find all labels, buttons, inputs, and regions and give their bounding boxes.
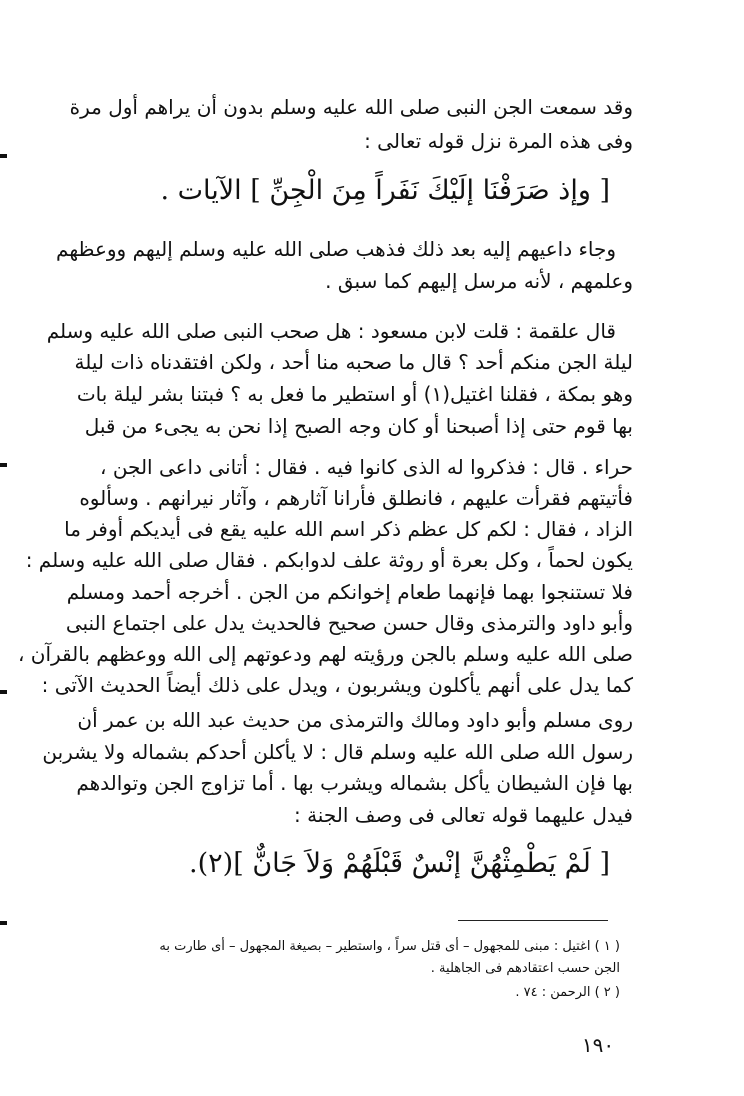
paragraph-3-line-5: حراء . قال : فذكروا له الذى كانوا فيه . فقال : أتانى داعى الجن ، [100, 455, 633, 479]
paragraph-1-line-1: وقد سمعت الجن النبى صلى الله عليه وسلم بدون أن يراهم أول مرة [69, 95, 633, 119]
footnote-2: ( ٢ ) الرحمن : ٧٤ . [515, 985, 620, 1000]
paragraph-3-line-10: وأبو داود والترمذى وقال حسن صحيح فالحديث يدل على اجتماع النبى [65, 611, 633, 635]
paragraph-3-line-2: ليلة الجن منكم أحد ؟ قال ما صحبه منا أحد ، ولكن افتقدناه ذات ليلة [74, 350, 633, 374]
quran-verse-1: [ وإذ صَرَفْنَا إلَيْكَ نَفَراً مِنَ الْجِنِّ ] الآيات . [160, 175, 610, 206]
paragraph-3-line-11: صلى الله عليه وسلم بالجن ورؤيته لهم ودعوتهم إلى الله ووعظهم بالقرآن ، [17, 642, 633, 666]
paragraph-3-line-15: بها فإن الشيطان يأكل بشماله ويشرب بها . أما تزاوج الجن وتوالدهم [76, 771, 633, 795]
paragraph-3-line-7: الزاد ، فقال : لكم كل عظم ذكر اسم الله عليه يقع فى أيديكم أوفر ما [64, 517, 633, 541]
paragraph-3-line-16: فيدل عليهما قوله تعالى فى وصف الجنة : [293, 803, 633, 827]
paragraph-3-line-9: فلا تستنجوا بهما فإنهما طعام إخوانكم من الجن . أخرجه أحمد ومسلم [66, 580, 633, 604]
paragraph-1-line-2: وفى هذه المرة نزل قوله تعالى : [364, 129, 633, 153]
paragraph-2-line-2: وعلمهم ، لأنه مرسل إليهم كما سبق . [325, 269, 633, 293]
paragraph-3-line-13: روى مسلم وأبو داود ومالك والترمذى من حديث عبد الله بن عمر أن [77, 708, 633, 732]
paragraph-3-line-6: فأتيتهم فقرأت عليهم ، فانطلق فأرانا آثارهم ، وآثار نيرانهم . وسألوه [79, 486, 633, 510]
quran-verse-2: [ لَمْ يَطْمِثْهُنَّ إنْسٌ قَبْلَهُمْ وَلاَ جَانٌّ ](٢). [189, 848, 610, 879]
paragraph-3-line-8: يكون لحماً ، وكل بعرة أو روثة علف لدوابكم . فقال صلى الله عليه وسلم : [25, 548, 633, 572]
margin-mark [0, 154, 7, 158]
paragraph-3-line-14: رسول الله صلى الله عليه وسلم قال : لا يأكلن أحدكم بشماله ولا يشربن [42, 740, 633, 764]
paragraph-3-line-1: قال علقمة : قلت لابن مسعود : هل صحب النبى صلى الله عليه وسلم [46, 319, 616, 343]
page-number: ١٩٠ [581, 1033, 615, 1057]
footnote-separator [458, 920, 608, 921]
paragraph-3-line-3: وهو بمكة ، فقلنا اغتيل(١) أو استطير ما فعل به ؟ فبتنا بشر ليلة بات [76, 382, 633, 406]
paragraph-3-line-12: كما يدل على أنهم يأكلون ويشربون ، ويدل على ذلك أيضاً الحديث الآتى : [41, 673, 633, 697]
paragraph-3-line-4: بها قوم حتى إذا أصبحنا أو كان وجه الصبح إذا نحن به يجىء من قبل [84, 414, 633, 438]
footnote-1-line-2: الجن حسب اعتقادهم فى الجاهلية . [430, 961, 620, 976]
paragraph-2-line-1: وجاء داعيهم إليه بعد ذلك فذهب صلى الله عليه وسلم إليهم ووعظهم [56, 237, 616, 261]
margin-mark [0, 921, 7, 925]
margin-mark [0, 463, 7, 467]
margin-mark [0, 690, 7, 694]
footnote-1-line-1: ( ١ ) اغتيل : مبنى للمجهول – أى قتل سراً ، واستطير – بصيغة المجهول – أى طارت به [159, 939, 620, 954]
